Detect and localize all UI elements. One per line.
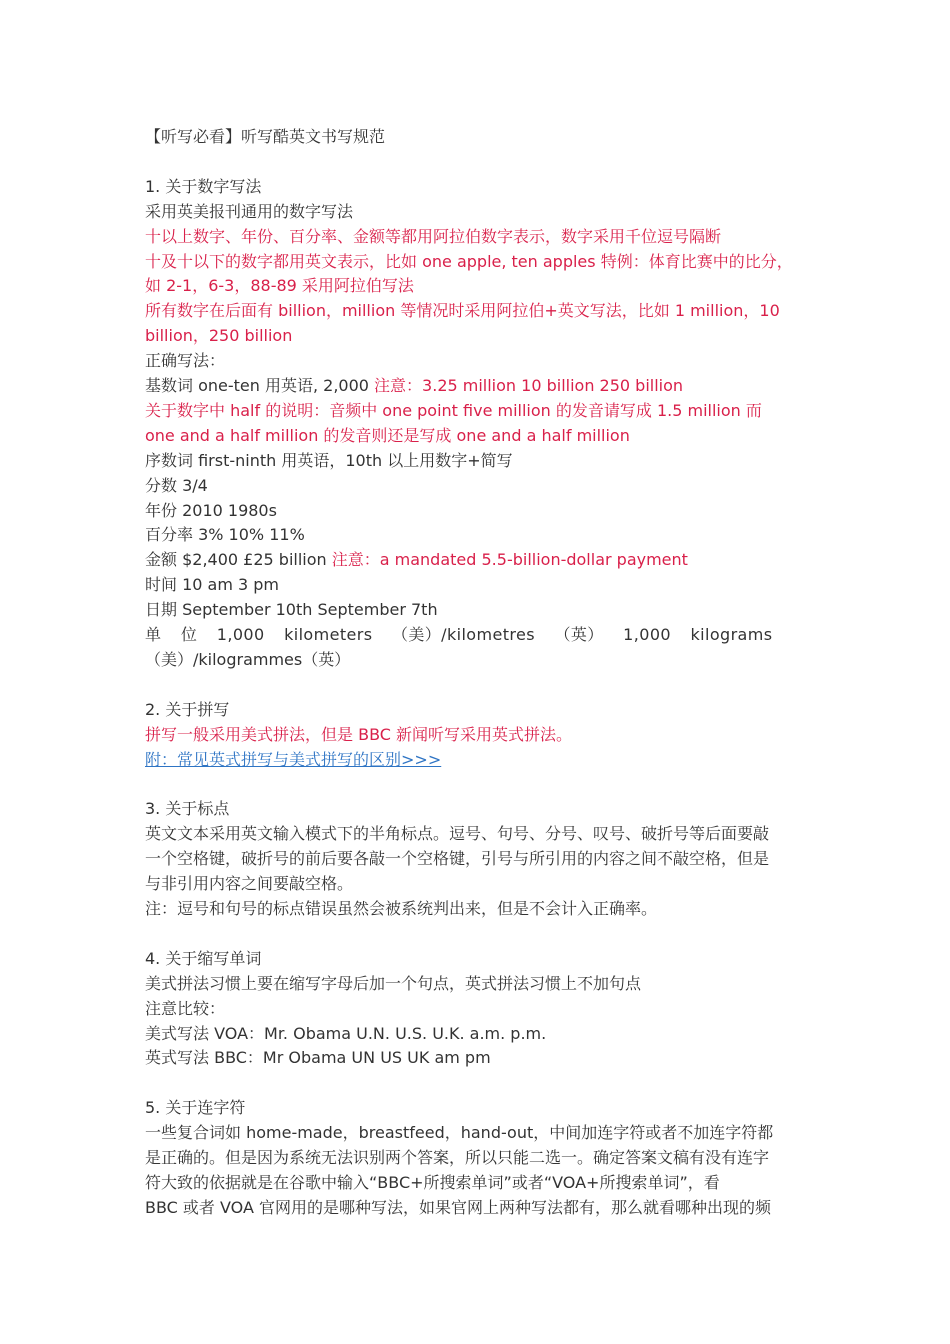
s1-rule-2-line-1: 十及十以下的数字都用英文表示，比如 one apple, ten apples 特例：体育比赛中的比分， [145, 251, 793, 271]
blank-line [145, 922, 807, 947]
blank-line [145, 673, 807, 698]
s1-money-note: 注意：a mandated 5.5-billion-dollar payment [331, 550, 688, 570]
s1-cardinal [145, 374, 807, 399]
spelling-difference-link[interactable]: 附：常见英式拼写与美式拼写的区别>>> [145, 749, 442, 769]
s4-uk-style: 英式写法 BBC：Mr Obama UN US UK am pm [145, 1048, 491, 1068]
s1-half-line-2: one and a half million 的发音则还是写成 one and a half million [145, 425, 630, 445]
section-3-heading: 3. 关于标点 [145, 799, 230, 819]
s1-date: 日期 September 10th September 7th [145, 600, 438, 620]
s4-compare-label: 注意比较： [145, 998, 226, 1018]
s1-fraction: 分数 3/4 [145, 475, 208, 495]
s1-half-line-1: 关于数字中 half 的说明：音频中 one point five million 的发音请写成 1.5 million 而 [145, 400, 762, 420]
s1-cardinal-note: 注意：3.25 million 10 billion 250 billion [374, 376, 684, 396]
s5-para-line-3: 符大致的依据就是在谷歌中输入“BBC+所搜索单词”或者“VOA+所搜索单词”，看 [145, 1172, 720, 1192]
blank-line [145, 1071, 807, 1096]
s1-cardinal-text: 基数词 one-ten 用英语, 2,000 [145, 376, 375, 396]
section-5-heading: 5. 关于连字符 [145, 1098, 246, 1118]
s2-text: 拼写一般采用美式拼法，但是 BBC 新闻听写采用英式拼法。 [145, 724, 573, 744]
s4-us-style: 美式写法 VOA：Mr. Obama U.N. U.S. U.K. a.m. p.m. [145, 1023, 547, 1043]
document-title: 【听写必看】听写酷英文书写规范 [145, 127, 386, 146]
section-4-heading: 4. 关于缩写单词 [145, 948, 262, 968]
s1-money-text: 金额 $2,400 £25 billion [145, 550, 332, 570]
s3-para-line-3: 与非引用内容之间要敲空格。 [145, 874, 354, 894]
s1-unit-line-1: 单 位 1,000 kilometers （美）/kilometres （英） 1,000 kilograms [145, 625, 773, 645]
section-2-heading: 2. 关于拼写 [145, 699, 230, 719]
s3-note: 注：逗号和句号的标点错误虽然会被系统判出来，但是不会计入正确率。 [145, 899, 658, 919]
s1-rule-3-line-1: 所有数字在后面有 billion，million 等情况时采用阿拉伯+英文写法，比如 1 million，10 [145, 301, 780, 321]
s1-correct-label: 正确写法： [145, 351, 226, 371]
s1-rule-2-line-2: 如 2-1，6-3，88-89 采用阿拉伯写法 [145, 276, 414, 296]
s1-unit-line-2: （美）/kilogrammes（英） [145, 650, 351, 670]
s1-year: 年份 2010 1980s [145, 500, 277, 520]
section-1-heading: 1. 关于数字写法 [145, 176, 262, 196]
document-body [145, 125, 807, 1221]
s1-money [145, 548, 807, 573]
s1-ordinal: 序数词 first-ninth 用英语，10th 以上用数字+简写 [145, 450, 513, 470]
s5-para-line-4: BBC 或者 VOA 官网用的是哪种写法，如果官网上两种写法都有，那么就看哪种出现的频 [145, 1197, 772, 1217]
s5-para-line-1: 一些复合词如 home-made，breastfeed，hand-out，中间加连字符或者不加连字符都 [145, 1123, 774, 1143]
blank-line [145, 150, 807, 175]
s4-text: 美式拼法习惯上要在缩写字母后加一个句点，英式拼法习惯上不加句点 [145, 973, 642, 993]
s3-para-line-2: 一个空格键，破折号的前后要各敲一个空格键，引号与所引用的内容之间不敲空格，但是 [145, 849, 770, 869]
s1-rule-3-line-2: billion，250 billion [145, 326, 293, 346]
s1-time: 时间 10 am 3 pm [145, 575, 280, 595]
s1-intro: 采用英美报刊通用的数字写法 [145, 201, 354, 221]
s5-para-line-2: 是正确的。但是因为系统无法识别两个答案，所以只能二选一。确定答案文稿有没有连字 [145, 1148, 770, 1168]
s1-rule-1: 十以上数字、年份、百分率、金额等都用阿拉伯数字表示，数字采用千位逗号隔断 [145, 226, 722, 246]
blank-line [145, 773, 807, 798]
s3-para-line-1: 英文文本采用英文输入模式下的半角标点。逗号、句号、分号、叹号、破折号等后面要敲 [145, 824, 770, 844]
s1-percent: 百分率 3% 10% 11% [145, 525, 305, 545]
